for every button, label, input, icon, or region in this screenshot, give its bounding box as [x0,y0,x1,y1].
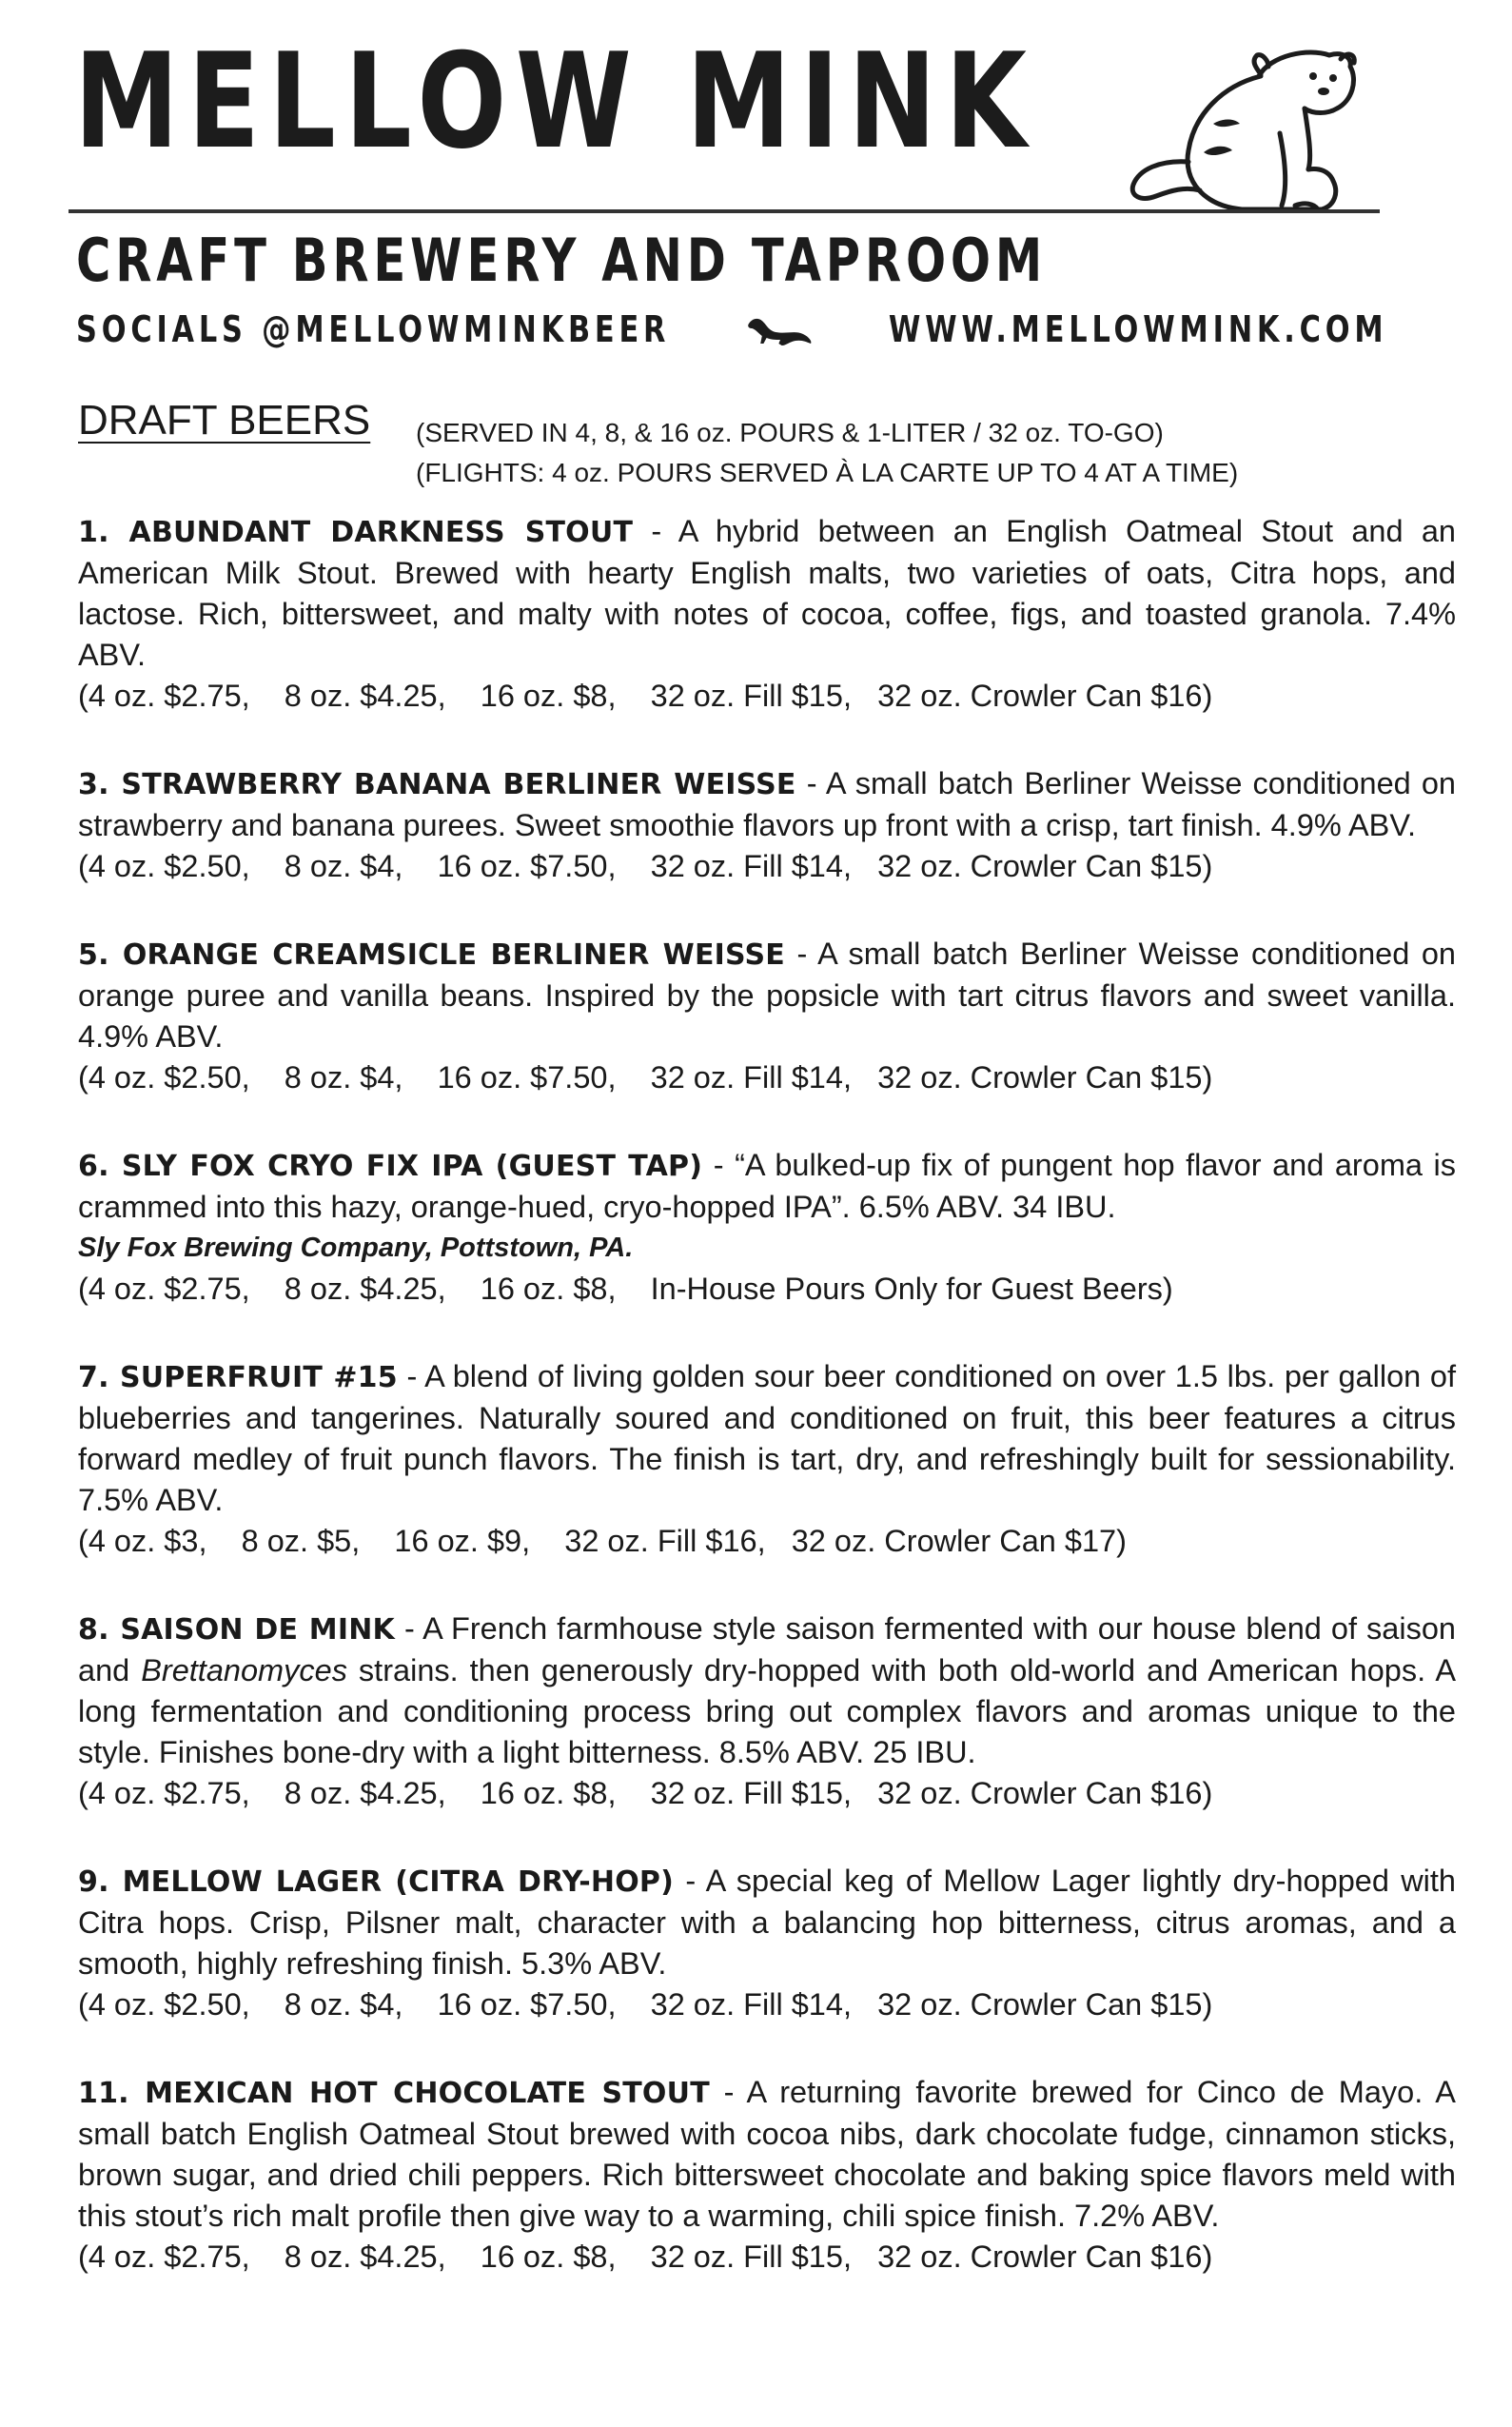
beer-prices: (4 oz. $2.75, 8 oz. $4.25, 16 oz. $8, In-House Pours Only for Guest Beers) [78,1272,1173,1306]
beer-name: 8. SAISON DE MINK [78,1613,395,1647]
beer-name: 6. SLY FOX CRYO FIX IPA (GUEST TAP) [78,1150,703,1183]
beer-item [78,1356,1456,1562]
mink-silhouette-icon [745,315,814,347]
brand-title: MELLOW MINK [74,25,1036,178]
beer-description: - A hybrid between an English Oatmeal Stout and an American Milk Stout. Brewed with hearty English malts, two varieties of oats, Citra hops, and lactose. Rich, bittersweet, and malty with notes of cocoa, coffee, figs, and toasted granola. 7.4% ABV. [78,514,1456,672]
beer-item [78,1861,1456,2025]
beer-item [78,1145,1456,1310]
beer-name: 1. ABUNDANT DARKNESS STOUT [78,516,634,549]
beer-description: - A blend of living golden sour beer conditioned on over 1.5 lbs. per gallon of blueberries and tangerines. Naturally soured and conditioned on fruit, this beer features a citrus forward medley of fruit punch flavors. The finish is tart, dry, and refreshingly built for sessionability. 7.5% ABV. [78,1359,1456,1517]
beer-description-cont: strains. then generously dry-hopped with both old-world and American hops. A long fermentation and conditioning process bring out complex flavors and aromas unique to the style. Finishes bone-dry with a light bitterness. 8.5% ABV. 25 IBU. [78,1653,1456,1769]
beer-prices: (4 oz. $2.50, 8 oz. $4, 16 oz. $7.50, 32 oz. Fill $14, 32 oz. Crowler Can $15) [78,849,1213,883]
beer-brewery: Sly Fox Brewing Company, Pottstown, PA. [78,1233,634,1263]
beer-item [78,763,1456,887]
beer-prices: (4 oz. $2.50, 8 oz. $4, 16 oz. $7.50, 32 oz. Fill $14, 32 oz. Crowler Can $15) [78,1060,1213,1095]
beer-prices: (4 oz. $2.75, 8 oz. $4.25, 16 oz. $8, 32 oz. Fill $15, 32 oz. Crowler Can $16) [78,679,1213,713]
beer-prices: (4 oz. $2.75, 8 oz. $4.25, 16 oz. $8, 32 oz. Fill $15, 32 oz. Crowler Can $16) [78,2240,1213,2274]
beer-item [78,1608,1456,1814]
header-divider [69,209,1380,213]
beer-prices: (4 oz. $2.50, 8 oz. $4, 16 oz. $7.50, 32 oz. Fill $14, 32 oz. Crowler Can $15) [78,1987,1213,2022]
beer-name: 5. ORANGE CREAMSICLE BERLINER WEISSE [78,938,785,972]
beer-description: - A small batch Berliner Weisse conditioned on strawberry and banana purees. Sweet smoothie flavors up front with a crisp, tart finish. 4.9% ABV. [78,766,1456,842]
mink-icon [1118,38,1394,219]
beer-description: - A special keg of Mellow Lager lightly dry-hopped with Citra hops. Crisp, Pilsner malt, character with a balancing hop bitterness, citrus aromas, and a smooth, highly refreshing finish. 5.3% ABV. [78,1864,1456,1981]
beer-description: - A returning favorite brewed for Cinco de Mayo. A small batch English Oatmeal Stout brewed with cocoa nibs, dark chocolate fudge, cinnamon sticks, brown sugar, and dried chili peppers. Rich bittersweet chocolate and baking spice flavors meld with this stout’s rich malt profile then give way to a warming, chili spice finish. 7.2% ABV. [78,2075,1456,2233]
section-title: DRAFT BEERS [78,397,371,444]
beer-item [78,934,1456,1098]
beer-list [78,511,1456,2324]
beer-description: - “A bulked-up fix of pungent hop flavor and aroma is crammed into this hazy, orange-hued, cryo-hopped IPA”. 6.5% ABV. 34 IBU. [78,1148,1456,1224]
serving-note-flights: (FLIGHTS: 4 oz. POURS SERVED À LA CARTE UP TO 4 AT A TIME) [416,458,1239,487]
beer-description: - A small batch Berliner Weisse conditioned on orange puree and vanilla beans. Inspired by the popsicle with tart citrus flavors and sweet vanilla. 4.9% ABV. [78,937,1456,1054]
beer-description-italic: Brettanomyces [141,1653,347,1687]
socials-handle[interactable]: SOCIALS @MELLOWMINKBEER [76,308,671,350]
beer-item [78,511,1456,717]
beer-prices: (4 oz. $2.75, 8 oz. $4.25, 16 oz. $8, 32 oz. Fill $15, 32 oz. Crowler Can $16) [78,1776,1213,1810]
beer-prices: (4 oz. $3, 8 oz. $5, 16 oz. $9, 32 oz. Fill $16, 32 oz. Crowler Can $17) [78,1524,1127,1558]
beer-description: - A French farmhouse style saison fermented with our house blend of saison and [78,1611,1456,1687]
beer-name: 11. MEXICAN HOT CHOCOLATE STOUT [78,2077,710,2110]
serving-notes [416,413,1238,493]
serving-note-sizes: (SERVED IN 4, 8, & 16 oz. POURS & 1-LITER / 32 oz. TO-GO) [416,418,1164,447]
beer-item [78,2072,1456,2278]
beer-name: 7. SUPERFRUIT #15 [78,1361,398,1394]
beer-name: 9. MELLOW LAGER (CITRA DRY-HOP) [78,1865,675,1899]
beer-name: 3. STRAWBERRY BANANA BERLINER WEISSE [78,768,796,801]
tagline: CRAFT BREWERY AND TAPROOM [76,226,1048,295]
website-link[interactable]: WWW.MELLOWMINK.COM [888,308,1388,350]
socials-row [76,308,1388,350]
